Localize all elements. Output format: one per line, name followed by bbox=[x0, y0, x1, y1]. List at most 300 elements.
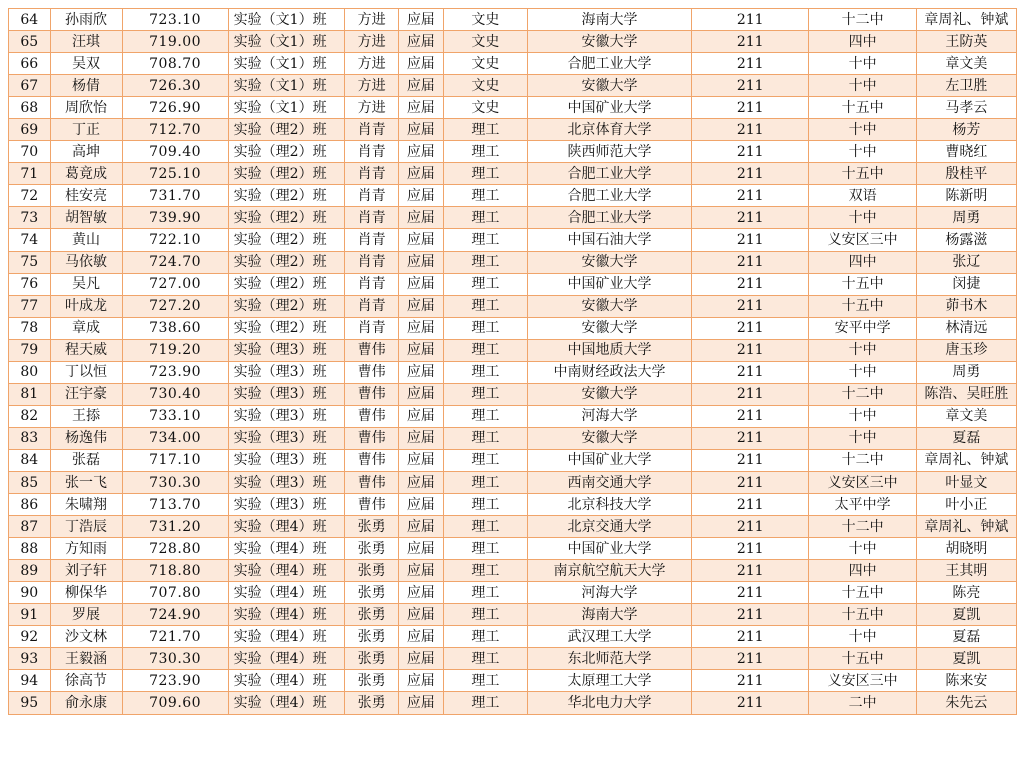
status-cell: 应届 bbox=[398, 692, 443, 714]
mentor-cell: 朱先云 bbox=[916, 692, 1016, 714]
student-name-cell: 张磊 bbox=[50, 449, 122, 471]
mentor-cell: 章文美 bbox=[916, 53, 1016, 75]
student-name-cell: 周欣怡 bbox=[50, 97, 122, 119]
student-name-cell: 吴双 bbox=[50, 53, 122, 75]
mentor-cell: 夏磊 bbox=[916, 427, 1016, 449]
row-number-cell: 88 bbox=[9, 538, 51, 560]
teacher-cell: 方进 bbox=[345, 75, 398, 97]
mentor-cell: 章周礼、钟斌 bbox=[916, 9, 1016, 31]
status-cell: 应届 bbox=[398, 405, 443, 427]
score-cell: 733.10 bbox=[122, 405, 228, 427]
class-cell: 实验（理3）班 bbox=[228, 339, 345, 361]
score-cell: 709.40 bbox=[122, 141, 228, 163]
score-cell: 723.90 bbox=[122, 361, 228, 383]
middle-school-cell: 十五中 bbox=[809, 295, 916, 317]
tier-cell: 211 bbox=[692, 317, 809, 339]
track-cell: 理工 bbox=[443, 251, 527, 273]
table-row bbox=[9, 75, 1017, 97]
table-row bbox=[9, 427, 1017, 449]
teacher-cell: 肖青 bbox=[345, 119, 398, 141]
tier-cell: 211 bbox=[692, 449, 809, 471]
university-cell: 中南财经政法大学 bbox=[527, 361, 691, 383]
score-cell: 723.10 bbox=[122, 9, 228, 31]
middle-school-cell: 十二中 bbox=[809, 449, 916, 471]
score-cell: 719.00 bbox=[122, 31, 228, 53]
class-cell: 实验（文1）班 bbox=[228, 9, 345, 31]
teacher-cell: 张勇 bbox=[345, 560, 398, 582]
mentor-cell: 闵捷 bbox=[916, 273, 1016, 295]
university-cell: 中国地质大学 bbox=[527, 339, 691, 361]
status-cell: 应届 bbox=[398, 582, 443, 604]
mentor-cell: 殷桂平 bbox=[916, 163, 1016, 185]
score-cell: 726.30 bbox=[122, 75, 228, 97]
tier-cell: 211 bbox=[692, 295, 809, 317]
middle-school-cell: 义安区三中 bbox=[809, 229, 916, 251]
track-cell: 理工 bbox=[443, 163, 527, 185]
teacher-cell: 张勇 bbox=[345, 648, 398, 670]
track-cell: 理工 bbox=[443, 207, 527, 229]
student-name-cell: 黄山 bbox=[50, 229, 122, 251]
university-cell: 安徽大学 bbox=[527, 251, 691, 273]
teacher-cell: 肖青 bbox=[345, 295, 398, 317]
tier-cell: 211 bbox=[692, 383, 809, 405]
tier-cell: 211 bbox=[692, 97, 809, 119]
class-cell: 实验（理3）班 bbox=[228, 405, 345, 427]
university-cell: 北京体育大学 bbox=[527, 119, 691, 141]
table-row bbox=[9, 163, 1017, 185]
score-cell: 730.30 bbox=[122, 471, 228, 493]
class-cell: 实验（理3）班 bbox=[228, 427, 345, 449]
table-row bbox=[9, 229, 1017, 251]
university-cell: 华北电力大学 bbox=[527, 692, 691, 714]
middle-school-cell: 十二中 bbox=[809, 516, 916, 538]
score-cell: 730.30 bbox=[122, 648, 228, 670]
status-cell: 应届 bbox=[398, 648, 443, 670]
teacher-cell: 肖青 bbox=[345, 163, 398, 185]
mentor-cell: 章文美 bbox=[916, 405, 1016, 427]
student-name-cell: 杨逸伟 bbox=[50, 427, 122, 449]
teacher-cell: 方进 bbox=[345, 31, 398, 53]
score-cell: 725.10 bbox=[122, 163, 228, 185]
status-cell: 应届 bbox=[398, 185, 443, 207]
teacher-cell: 肖青 bbox=[345, 185, 398, 207]
university-cell: 北京交通大学 bbox=[527, 516, 691, 538]
middle-school-cell: 十五中 bbox=[809, 604, 916, 626]
university-cell: 安徽大学 bbox=[527, 427, 691, 449]
row-number-cell: 84 bbox=[9, 449, 51, 471]
admissions-table bbox=[8, 8, 1017, 715]
score-cell: 724.70 bbox=[122, 251, 228, 273]
student-name-cell: 胡智敏 bbox=[50, 207, 122, 229]
class-cell: 实验（理4）班 bbox=[228, 582, 345, 604]
university-cell: 海南大学 bbox=[527, 9, 691, 31]
table-row bbox=[9, 339, 1017, 361]
mentor-cell: 王防英 bbox=[916, 31, 1016, 53]
row-number-cell: 95 bbox=[9, 692, 51, 714]
university-cell: 海南大学 bbox=[527, 604, 691, 626]
status-cell: 应届 bbox=[398, 317, 443, 339]
track-cell: 理工 bbox=[443, 119, 527, 141]
row-number-cell: 73 bbox=[9, 207, 51, 229]
middle-school-cell: 十中 bbox=[809, 405, 916, 427]
tier-cell: 211 bbox=[692, 53, 809, 75]
table-row bbox=[9, 361, 1017, 383]
university-cell: 合肥工业大学 bbox=[527, 207, 691, 229]
university-cell: 太原理工大学 bbox=[527, 670, 691, 692]
middle-school-cell: 义安区三中 bbox=[809, 471, 916, 493]
teacher-cell: 曹伟 bbox=[345, 449, 398, 471]
mentor-cell: 陈新明 bbox=[916, 185, 1016, 207]
student-name-cell: 汪琪 bbox=[50, 31, 122, 53]
mentor-cell: 张辽 bbox=[916, 251, 1016, 273]
student-name-cell: 张一飞 bbox=[50, 471, 122, 493]
university-cell: 安徽大学 bbox=[527, 75, 691, 97]
student-name-cell: 吴凡 bbox=[50, 273, 122, 295]
score-cell: 713.70 bbox=[122, 494, 228, 516]
track-cell: 理工 bbox=[443, 670, 527, 692]
tier-cell: 211 bbox=[692, 648, 809, 670]
university-cell: 合肥工业大学 bbox=[527, 53, 691, 75]
row-number-cell: 89 bbox=[9, 560, 51, 582]
score-cell: 712.70 bbox=[122, 119, 228, 141]
score-cell: 707.80 bbox=[122, 582, 228, 604]
track-cell: 文史 bbox=[443, 31, 527, 53]
teacher-cell: 张勇 bbox=[345, 670, 398, 692]
student-name-cell: 丁浩辰 bbox=[50, 516, 122, 538]
tier-cell: 211 bbox=[692, 141, 809, 163]
mentor-cell: 夏凯 bbox=[916, 648, 1016, 670]
student-name-cell: 柳保华 bbox=[50, 582, 122, 604]
middle-school-cell: 十五中 bbox=[809, 582, 916, 604]
teacher-cell: 肖青 bbox=[345, 229, 398, 251]
row-number-cell: 75 bbox=[9, 251, 51, 273]
class-cell: 实验（理4）班 bbox=[228, 560, 345, 582]
teacher-cell: 张勇 bbox=[345, 538, 398, 560]
teacher-cell: 张勇 bbox=[345, 516, 398, 538]
status-cell: 应届 bbox=[398, 471, 443, 493]
status-cell: 应届 bbox=[398, 560, 443, 582]
student-name-cell: 高坤 bbox=[50, 141, 122, 163]
teacher-cell: 张勇 bbox=[345, 604, 398, 626]
mentor-cell: 杨露滋 bbox=[916, 229, 1016, 251]
table-row bbox=[9, 273, 1017, 295]
track-cell: 理工 bbox=[443, 427, 527, 449]
tier-cell: 211 bbox=[692, 692, 809, 714]
student-name-cell: 刘子轩 bbox=[50, 560, 122, 582]
score-cell: 719.20 bbox=[122, 339, 228, 361]
university-cell: 安徽大学 bbox=[527, 383, 691, 405]
score-cell: 730.40 bbox=[122, 383, 228, 405]
row-number-cell: 82 bbox=[9, 405, 51, 427]
class-cell: 实验（理2）班 bbox=[228, 251, 345, 273]
tier-cell: 211 bbox=[692, 339, 809, 361]
table-row bbox=[9, 538, 1017, 560]
middle-school-cell: 十二中 bbox=[809, 9, 916, 31]
middle-school-cell: 安平中学 bbox=[809, 317, 916, 339]
table-row bbox=[9, 141, 1017, 163]
score-cell: 717.10 bbox=[122, 449, 228, 471]
row-number-cell: 66 bbox=[9, 53, 51, 75]
teacher-cell: 张勇 bbox=[345, 626, 398, 648]
tier-cell: 211 bbox=[692, 471, 809, 493]
middle-school-cell: 四中 bbox=[809, 560, 916, 582]
status-cell: 应届 bbox=[398, 9, 443, 31]
middle-school-cell: 十中 bbox=[809, 339, 916, 361]
mentor-cell: 叶小正 bbox=[916, 494, 1016, 516]
tier-cell: 211 bbox=[692, 494, 809, 516]
table-row bbox=[9, 692, 1017, 714]
status-cell: 应届 bbox=[398, 141, 443, 163]
student-name-cell: 丁以恒 bbox=[50, 361, 122, 383]
teacher-cell: 肖青 bbox=[345, 207, 398, 229]
table-row bbox=[9, 560, 1017, 582]
row-number-cell: 79 bbox=[9, 339, 51, 361]
row-number-cell: 76 bbox=[9, 273, 51, 295]
class-cell: 实验（理2）班 bbox=[228, 163, 345, 185]
table-row bbox=[9, 383, 1017, 405]
teacher-cell: 曹伟 bbox=[345, 339, 398, 361]
middle-school-cell: 十中 bbox=[809, 207, 916, 229]
class-cell: 实验（理4）班 bbox=[228, 648, 345, 670]
teacher-cell: 曹伟 bbox=[345, 383, 398, 405]
student-name-cell: 方知雨 bbox=[50, 538, 122, 560]
track-cell: 理工 bbox=[443, 361, 527, 383]
table-row bbox=[9, 97, 1017, 119]
middle-school-cell: 四中 bbox=[809, 251, 916, 273]
row-number-cell: 91 bbox=[9, 604, 51, 626]
row-number-cell: 70 bbox=[9, 141, 51, 163]
student-name-cell: 孙雨欣 bbox=[50, 9, 122, 31]
teacher-cell: 曹伟 bbox=[345, 361, 398, 383]
status-cell: 应届 bbox=[398, 207, 443, 229]
class-cell: 实验（文1）班 bbox=[228, 97, 345, 119]
track-cell: 理工 bbox=[443, 295, 527, 317]
score-cell: 731.20 bbox=[122, 516, 228, 538]
university-cell: 西南交通大学 bbox=[527, 471, 691, 493]
row-number-cell: 77 bbox=[9, 295, 51, 317]
class-cell: 实验（理4）班 bbox=[228, 626, 345, 648]
tier-cell: 211 bbox=[692, 361, 809, 383]
table-row bbox=[9, 405, 1017, 427]
tier-cell: 211 bbox=[692, 75, 809, 97]
tier-cell: 211 bbox=[692, 670, 809, 692]
middle-school-cell: 十中 bbox=[809, 538, 916, 560]
middle-school-cell: 十二中 bbox=[809, 383, 916, 405]
status-cell: 应届 bbox=[398, 427, 443, 449]
student-name-cell: 朱啸翔 bbox=[50, 494, 122, 516]
middle-school-cell: 义安区三中 bbox=[809, 670, 916, 692]
table-row bbox=[9, 119, 1017, 141]
tier-cell: 211 bbox=[692, 119, 809, 141]
mentor-cell: 唐玉珍 bbox=[916, 339, 1016, 361]
status-cell: 应届 bbox=[398, 229, 443, 251]
teacher-cell: 方进 bbox=[345, 9, 398, 31]
score-cell: 728.80 bbox=[122, 538, 228, 560]
tier-cell: 211 bbox=[692, 31, 809, 53]
student-name-cell: 王掭 bbox=[50, 405, 122, 427]
score-cell: 726.90 bbox=[122, 97, 228, 119]
student-name-cell: 叶成龙 bbox=[50, 295, 122, 317]
teacher-cell: 曹伟 bbox=[345, 405, 398, 427]
university-cell: 中国矿业大学 bbox=[527, 273, 691, 295]
mentor-cell: 章周礼、钟斌 bbox=[916, 516, 1016, 538]
middle-school-cell: 十中 bbox=[809, 427, 916, 449]
score-cell: 731.70 bbox=[122, 185, 228, 207]
status-cell: 应届 bbox=[398, 75, 443, 97]
track-cell: 理工 bbox=[443, 471, 527, 493]
table-row bbox=[9, 295, 1017, 317]
score-cell: 724.90 bbox=[122, 604, 228, 626]
status-cell: 应届 bbox=[398, 494, 443, 516]
middle-school-cell: 太平中学 bbox=[809, 494, 916, 516]
university-cell: 中国矿业大学 bbox=[527, 449, 691, 471]
table-row bbox=[9, 604, 1017, 626]
class-cell: 实验（理2）班 bbox=[228, 229, 345, 251]
track-cell: 理工 bbox=[443, 560, 527, 582]
table-row bbox=[9, 9, 1017, 31]
tier-cell: 211 bbox=[692, 405, 809, 427]
table-row bbox=[9, 317, 1017, 339]
mentor-cell: 周勇 bbox=[916, 361, 1016, 383]
row-number-cell: 85 bbox=[9, 471, 51, 493]
status-cell: 应届 bbox=[398, 119, 443, 141]
mentor-cell: 马孝云 bbox=[916, 97, 1016, 119]
university-cell: 安徽大学 bbox=[527, 295, 691, 317]
status-cell: 应届 bbox=[398, 339, 443, 361]
university-cell: 河海大学 bbox=[527, 405, 691, 427]
track-cell: 理工 bbox=[443, 449, 527, 471]
row-number-cell: 69 bbox=[9, 119, 51, 141]
mentor-cell: 周勇 bbox=[916, 207, 1016, 229]
status-cell: 应届 bbox=[398, 383, 443, 405]
tier-cell: 211 bbox=[692, 251, 809, 273]
tier-cell: 211 bbox=[692, 626, 809, 648]
mentor-cell: 曹晓红 bbox=[916, 141, 1016, 163]
class-cell: 实验（理4）班 bbox=[228, 516, 345, 538]
status-cell: 应届 bbox=[398, 449, 443, 471]
teacher-cell: 张勇 bbox=[345, 582, 398, 604]
table-row bbox=[9, 251, 1017, 273]
tier-cell: 211 bbox=[692, 582, 809, 604]
student-name-cell: 桂安亮 bbox=[50, 185, 122, 207]
class-cell: 实验（文1）班 bbox=[228, 75, 345, 97]
student-name-cell: 沙文林 bbox=[50, 626, 122, 648]
row-number-cell: 74 bbox=[9, 229, 51, 251]
status-cell: 应届 bbox=[398, 53, 443, 75]
track-cell: 文史 bbox=[443, 97, 527, 119]
table-row bbox=[9, 449, 1017, 471]
track-cell: 理工 bbox=[443, 494, 527, 516]
student-name-cell: 汪宇豪 bbox=[50, 383, 122, 405]
tier-cell: 211 bbox=[692, 163, 809, 185]
tier-cell: 211 bbox=[692, 427, 809, 449]
university-cell: 南京航空航天大学 bbox=[527, 560, 691, 582]
score-cell: 709.60 bbox=[122, 692, 228, 714]
middle-school-cell: 十五中 bbox=[809, 97, 916, 119]
tier-cell: 211 bbox=[692, 604, 809, 626]
mentor-cell: 叶显文 bbox=[916, 471, 1016, 493]
student-name-cell: 徐高节 bbox=[50, 670, 122, 692]
row-number-cell: 92 bbox=[9, 626, 51, 648]
table-row bbox=[9, 626, 1017, 648]
table-row bbox=[9, 494, 1017, 516]
student-name-cell: 程天威 bbox=[50, 339, 122, 361]
middle-school-cell: 二中 bbox=[809, 692, 916, 714]
class-cell: 实验（理3）班 bbox=[228, 449, 345, 471]
table-row bbox=[9, 582, 1017, 604]
track-cell: 理工 bbox=[443, 273, 527, 295]
row-number-cell: 78 bbox=[9, 317, 51, 339]
class-cell: 实验（理2）班 bbox=[228, 295, 345, 317]
table-row bbox=[9, 185, 1017, 207]
middle-school-cell: 十中 bbox=[809, 75, 916, 97]
university-cell: 合肥工业大学 bbox=[527, 185, 691, 207]
track-cell: 理工 bbox=[443, 538, 527, 560]
university-cell: 安徽大学 bbox=[527, 31, 691, 53]
status-cell: 应届 bbox=[398, 163, 443, 185]
score-cell: 739.90 bbox=[122, 207, 228, 229]
tier-cell: 211 bbox=[692, 9, 809, 31]
tier-cell: 211 bbox=[692, 516, 809, 538]
mentor-cell: 陈浩、吴旺胜 bbox=[916, 383, 1016, 405]
middle-school-cell: 十中 bbox=[809, 53, 916, 75]
tier-cell: 211 bbox=[692, 560, 809, 582]
track-cell: 理工 bbox=[443, 405, 527, 427]
row-number-cell: 72 bbox=[9, 185, 51, 207]
class-cell: 实验（理4）班 bbox=[228, 604, 345, 626]
tier-cell: 211 bbox=[692, 273, 809, 295]
track-cell: 理工 bbox=[443, 141, 527, 163]
row-number-cell: 90 bbox=[9, 582, 51, 604]
row-number-cell: 68 bbox=[9, 97, 51, 119]
class-cell: 实验（理3）班 bbox=[228, 471, 345, 493]
track-cell: 理工 bbox=[443, 229, 527, 251]
teacher-cell: 肖青 bbox=[345, 141, 398, 163]
track-cell: 理工 bbox=[443, 317, 527, 339]
mentor-cell: 林清远 bbox=[916, 317, 1016, 339]
student-name-cell: 王毅涵 bbox=[50, 648, 122, 670]
class-cell: 实验（理3）班 bbox=[228, 361, 345, 383]
track-cell: 理工 bbox=[443, 604, 527, 626]
student-name-cell: 杨倩 bbox=[50, 75, 122, 97]
track-cell: 理工 bbox=[443, 339, 527, 361]
class-cell: 实验（理2）班 bbox=[228, 141, 345, 163]
class-cell: 实验（理2）班 bbox=[228, 273, 345, 295]
class-cell: 实验（理2）班 bbox=[228, 317, 345, 339]
table-row bbox=[9, 516, 1017, 538]
mentor-cell: 茆书木 bbox=[916, 295, 1016, 317]
university-cell: 中国石油大学 bbox=[527, 229, 691, 251]
status-cell: 应届 bbox=[398, 31, 443, 53]
teacher-cell: 肖青 bbox=[345, 317, 398, 339]
teacher-cell: 肖青 bbox=[345, 273, 398, 295]
mentor-cell: 夏磊 bbox=[916, 626, 1016, 648]
student-name-cell: 马依敏 bbox=[50, 251, 122, 273]
teacher-cell: 肖青 bbox=[345, 251, 398, 273]
tier-cell: 211 bbox=[692, 538, 809, 560]
table-row bbox=[9, 648, 1017, 670]
university-cell: 河海大学 bbox=[527, 582, 691, 604]
student-name-cell: 章成 bbox=[50, 317, 122, 339]
status-cell: 应届 bbox=[398, 273, 443, 295]
student-name-cell: 丁正 bbox=[50, 119, 122, 141]
track-cell: 理工 bbox=[443, 185, 527, 207]
university-cell: 东北师范大学 bbox=[527, 648, 691, 670]
university-cell: 武汉理工大学 bbox=[527, 626, 691, 648]
score-cell: 723.90 bbox=[122, 670, 228, 692]
row-number-cell: 71 bbox=[9, 163, 51, 185]
track-cell: 理工 bbox=[443, 582, 527, 604]
